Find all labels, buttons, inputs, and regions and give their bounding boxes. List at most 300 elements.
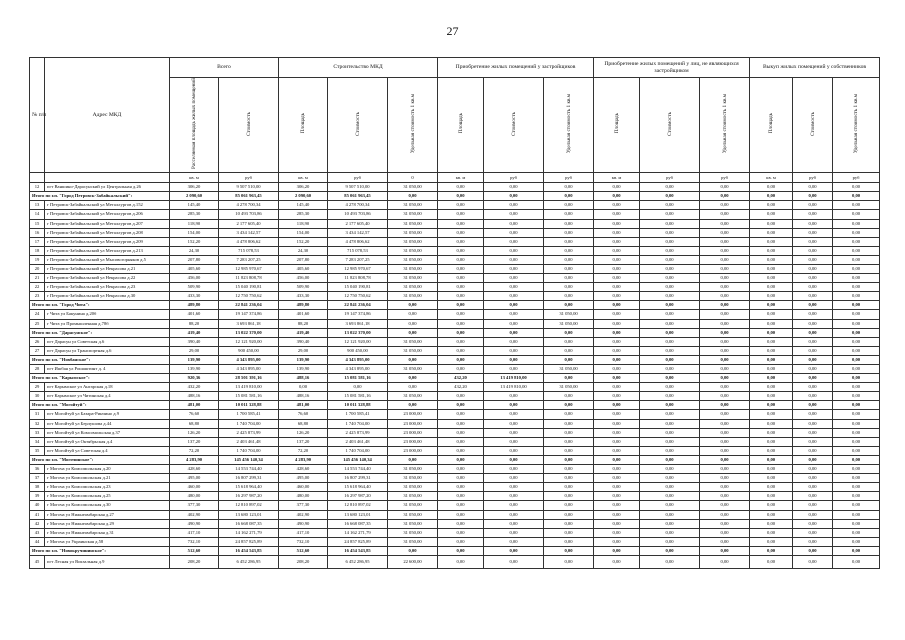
value-cell: 2 403 461,48 [219,437,279,446]
value-cell: 16 454 543,85 [219,546,279,555]
row-number: 22 [30,283,45,292]
value-cell: 0,00 [484,237,544,246]
value-cell: 0,00 [793,210,833,219]
value-cell: 0,00 [594,428,640,437]
value-cell: 0,00 [750,310,793,319]
value-cell: 0,00 [438,183,484,192]
value-cell: 0,00 [594,528,640,537]
value-cell: 0,00 [640,337,700,346]
row-number: 41 [30,510,45,519]
value-cell: 0,00 [750,519,793,528]
value-cell: 0,00 [793,492,833,501]
value-cell: 0,00 [484,183,544,192]
value-cell: 0,00 [484,292,544,301]
value-cell: 12 985 970,67 [328,264,388,273]
value-cell: 154,00 [170,228,219,237]
row-address: пгт Дарасун ул Транспортная д.6 [45,346,170,355]
table-row [30,410,880,419]
table-row [30,210,880,219]
value-cell: 0,00 [793,519,833,528]
value-cell: 0,00 [484,346,544,355]
units-cell [45,173,170,183]
value-cell: 24,30 [279,246,328,255]
value-cell: 9 507 510,00 [328,183,388,192]
value-cell: 0,00 [388,310,438,319]
value-cell: 377,30 [170,501,219,510]
value-cell: 0,00 [750,501,793,510]
value-cell: 85 061 963,45 [219,192,279,201]
value-cell: 0,00 [438,346,484,355]
units-cell: руб [640,173,700,183]
table-row [30,201,880,210]
value-cell: 0,00 [833,492,880,501]
value-cell: 0,00 [438,355,484,364]
value-cell: 0,00 [438,310,484,319]
row-number: 40 [30,501,45,510]
value-cell: 0,00 [279,383,328,392]
value-cell: 0,00 [388,401,438,410]
value-cell: 0,00 [594,274,640,283]
value-cell: 0,00 [438,401,484,410]
value-cell: 0,00 [640,246,700,255]
group-other-purchase: Приобретение жилых помещений у лиц, не являющихся застройщиком [594,58,750,78]
value-cell: 732,10 [170,537,219,546]
value-cell: 0,00 [594,501,640,510]
value-cell: 0,00 [750,437,793,446]
value-cell: 0,00 [750,210,793,219]
value-cell: 4 278 700,34 [219,201,279,210]
value-cell: 0,00 [750,283,793,292]
units-cell: 0 [388,173,438,183]
value-cell: 0,00 [700,255,750,264]
value-cell: 0,00 [700,274,750,283]
value-cell: 0,00 [833,419,880,428]
value-cell: 0,00 [793,255,833,264]
value-cell: 0,00 [388,319,438,328]
value-cell: 0,00 [594,337,640,346]
table-row [30,310,880,319]
value-cell: 31 050,00 [388,346,438,355]
value-cell: 0,00 [750,319,793,328]
value-cell: 4 478 806,62 [328,237,388,246]
value-cell: 23 000,00 [388,428,438,437]
value-cell: 0,00 [544,301,594,310]
value-cell: 145 456 140,34 [219,455,279,464]
value-cell: 0,00 [700,283,750,292]
value-cell: 208,20 [279,555,328,568]
table-row [30,237,880,246]
value-cell: 0,00 [700,501,750,510]
value-cell: 0,00 [544,228,594,237]
subheader-cell [793,78,833,173]
row-number: 13 [30,201,45,210]
value-cell: 0,00 [700,455,750,464]
value-cell: 0,00 [640,292,700,301]
value-cell: 0,00 [594,328,640,337]
row-address: г Петровск-Забайкальский ул Металлургов д.152 [45,201,170,210]
value-cell: 0,00 [328,383,388,392]
value-cell: 1 700 585,41 [219,410,279,419]
value-cell: 0,00 [640,510,700,519]
row-number: 44 [30,537,45,546]
value-cell: 0,00 [594,419,640,428]
value-cell: 0,00 [700,392,750,401]
value-cell: 126,20 [170,428,219,437]
value-cell: 0,00 [793,401,833,410]
value-cell: 495,00 [279,474,328,483]
value-cell: 0,00 [833,219,880,228]
value-cell: 0,00 [750,428,793,437]
value-cell: 0,00 [544,192,594,201]
value-cell: 12 750 750,62 [219,292,279,301]
value-cell: 0,00 [594,546,640,555]
value-cell: 0,00 [833,365,880,374]
row-number: 17 [30,237,45,246]
value-cell: 0,00 [544,292,594,301]
value-cell: 0,00 [544,410,594,419]
value-cell: 16 807 299,31 [328,474,388,483]
value-cell: 31 050,00 [388,537,438,546]
value-cell: 0,00 [484,419,544,428]
value-cell: 4 278 700,34 [328,201,388,210]
value-cell: 0,00 [640,428,700,437]
value-cell: 401,60 [170,310,219,319]
value-cell: 0,00 [750,537,793,546]
value-cell: 0,00 [793,465,833,474]
row-address: г Петровск-Забайкальский ул Металлургов д.213 [45,246,170,255]
value-cell: 0,00 [793,183,833,192]
value-cell: 390,40 [279,337,328,346]
subtotal-row [30,301,880,310]
table-row [30,519,880,528]
value-cell: 0,00 [438,519,484,528]
row-number: 24 [30,310,45,319]
value-cell: 509,90 [279,283,328,292]
subtotal-label: Итого по г.п. "Могойтуй": [30,401,170,410]
value-cell: 0,00 [833,501,880,510]
table-row [30,219,880,228]
value-cell: 0,00 [544,246,594,255]
value-cell: 118,90 [279,219,328,228]
value-cell: 0,00 [793,355,833,364]
value-cell: 4 478 806,62 [219,237,279,246]
table-row [30,392,880,401]
value-cell: 0,00 [594,465,640,474]
value-cell: 14 162 271,79 [219,528,279,537]
value-cell: 900 450,00 [328,346,388,355]
units-cell: руб [700,173,750,183]
table-row [30,228,880,237]
table-row [30,383,880,392]
value-cell: 1 700 585,41 [328,410,388,419]
value-cell: 23 000,00 [388,446,438,455]
value-cell: 1 740 704,00 [219,419,279,428]
value-cell: 15 081 581,16 [328,392,388,401]
value-cell: 72,20 [170,446,219,455]
value-cell: 0,00 [484,328,544,337]
value-cell: 0,00 [750,383,793,392]
value-cell: 0,00 [438,192,484,201]
value-cell: 0,00 [544,210,594,219]
value-cell: 0,00 [438,246,484,255]
value-cell: 0,00 [700,401,750,410]
value-cell: 16 297 987,20 [328,492,388,501]
value-cell: 0,00 [594,192,640,201]
value-cell: 0,00 [833,401,880,410]
subheader-cell [833,78,880,173]
row-address: г Могоча ул Нижнеамбарская д.29 [45,519,170,528]
value-cell: 11 823 808,78 [328,274,388,283]
value-cell: 152,20 [170,237,219,246]
value-cell: 0,00 [640,555,700,568]
value-cell: 0,00 [700,192,750,201]
value-cell: 0,00 [484,510,544,519]
value-cell: 0,00 [640,546,700,555]
value-cell: 0,00 [750,374,793,383]
value-cell: 0,00 [388,355,438,364]
value-cell: 0,00 [544,374,594,383]
value-cell: 0,00 [594,492,640,501]
value-cell: 0,00 [640,346,700,355]
value-cell: 0,00 [640,446,700,455]
value-cell: 490,90 [279,519,328,528]
value-cell: 0,00 [438,274,484,283]
value-cell: 31 050,00 [388,501,438,510]
table-row [30,501,880,510]
value-cell: 0,00 [793,501,833,510]
value-cell: 0,00 [833,383,880,392]
units-cell: кв. м [438,173,484,183]
value-cell: 2 177 605,40 [328,219,388,228]
row-number: 35 [30,446,45,455]
value-cell: 15 040 190,81 [219,283,279,292]
value-cell: 0,00 [484,437,544,446]
subheader-cell [328,78,388,173]
value-cell: 0,00 [484,337,544,346]
value-cell: 0,00 [594,383,640,392]
subheader-cell [170,78,219,173]
row-address: г Петровск-Забайкальский ул Металлургов д.208 [45,228,170,237]
value-cell: 31 050,00 [388,264,438,273]
units-cell: руб [328,173,388,183]
subheader-label: Удельная стоимость 1 кв.м [409,93,416,154]
row-number: 43 [30,528,45,537]
subheader-label: Площадь [457,113,464,134]
row-number: 15 [30,219,45,228]
value-cell: 1 740 704,00 [328,446,388,455]
value-cell: 0,00 [594,310,640,319]
value-cell: 456,00 [279,274,328,283]
value-cell: 0,00 [833,374,880,383]
value-cell: 0,00 [484,483,544,492]
value-cell: 0,00 [640,392,700,401]
value-cell: 31 050,00 [388,474,438,483]
value-cell: 11 823 808,78 [219,274,279,283]
subheader-label: Площадь [768,113,775,134]
value-cell: 0,00 [544,474,594,483]
table-row [30,483,880,492]
table-row [30,510,880,519]
value-cell: 0,00 [700,537,750,546]
value-cell: 22 841 236,04 [328,301,388,310]
value-cell: 0,00 [833,192,880,201]
value-cell: 377,30 [279,501,328,510]
table-row [30,283,880,292]
value-cell: 0,00 [833,283,880,292]
value-cell: 0,00 [594,374,640,383]
value-cell: 10 493 703,86 [328,210,388,219]
value-cell: 495,00 [170,474,219,483]
value-cell: 0,00 [750,337,793,346]
row-address: пгт Могойтуй ул Базара-Ринчино д.9 [45,410,170,419]
row-number: 20 [30,264,45,273]
value-cell: 0,00 [640,374,700,383]
value-cell: 0,00 [700,483,750,492]
row-address: г Чита ул Бакунина д.20б [45,310,170,319]
value-cell: 0,00 [544,428,594,437]
value-cell: 0,00 [700,337,750,346]
value-cell: 0,00 [438,483,484,492]
value-cell: 6 452 286,95 [219,555,279,568]
value-cell: 139,90 [170,355,219,364]
value-cell: 31 050,00 [388,274,438,283]
subtotal-row [30,374,880,383]
value-cell: 0,00 [750,301,793,310]
row-address: г Петровск-Забайкальский ул Некрасова д.21 [45,264,170,273]
value-cell: 0,00 [640,255,700,264]
row-number: 16 [30,228,45,237]
row-address: пгт Могойтуй ул Октябрьская д.4 [45,437,170,446]
value-cell: 0,00 [484,219,544,228]
value-cell: 0,00 [594,255,640,264]
value-cell: 0,00 [833,201,880,210]
value-cell: 0,00 [750,328,793,337]
value-cell: 0,00 [484,519,544,528]
value-cell: 0,00 [833,328,880,337]
row-address: г Могоча ул Нижнеамбарская д.31 [45,528,170,537]
value-cell: 13 022 370,00 [219,328,279,337]
value-cell: 0,00 [793,383,833,392]
value-cell: 139,90 [170,365,219,374]
value-cell: 31 050,00 [388,201,438,210]
value-cell: 0,00 [793,455,833,464]
value-cell: 0,00 [594,264,640,273]
value-cell: 0,00 [594,319,640,328]
units-cell: руб [484,173,544,183]
value-cell: 137,20 [279,437,328,446]
value-cell: 0,00 [484,492,544,501]
value-cell: 31 050,00 [388,183,438,192]
value-cell: 16 297 987,20 [219,492,279,501]
table-row [30,183,880,192]
value-cell: 7 283 207,25 [328,255,388,264]
subheader-cell [438,78,484,173]
value-cell: 0,00 [793,310,833,319]
value-cell: 137,20 [170,437,219,446]
value-cell: 3 693 861,18 [219,319,279,328]
value-cell: 0,00 [544,201,594,210]
value-cell: 85 061 963,45 [328,192,388,201]
value-cell: 0,00 [700,246,750,255]
row-address: г Могоча ул Комсомольская д.20 [45,465,170,474]
value-cell: 208,20 [170,555,219,568]
row-address: пгт Ваншино-Дарасунский ул Центральная д.26 [45,183,170,192]
value-cell: 489,80 [170,301,219,310]
value-cell: 0,00 [594,228,640,237]
subheader-cell [750,78,793,173]
value-cell: 0,00 [833,474,880,483]
value-cell: 0,00 [594,455,640,464]
value-cell: 31 050,00 [388,246,438,255]
value-cell: 0,00 [750,346,793,355]
row-address: г Могоча ул Комсомольская д.25 [45,492,170,501]
value-cell: 306,20 [170,183,219,192]
value-cell: 12 121 920,00 [328,337,388,346]
value-cell: 0,00 [833,555,880,568]
value-cell: 0,00 [793,483,833,492]
value-cell: 402,90 [170,510,219,519]
value-cell: 14 553 744,40 [328,465,388,474]
value-cell: 13 419 810,00 [219,383,279,392]
value-cell: 24 857 825,89 [328,537,388,546]
row-number: 31 [30,410,45,419]
subheader-cell [279,78,328,173]
value-cell: 1 740 704,00 [328,419,388,428]
value-cell: 402,90 [279,510,328,519]
value-cell: 13 680 123,01 [328,510,388,519]
value-cell: 401,60 [279,310,328,319]
value-cell: 0,00 [750,228,793,237]
value-cell: 0,00 [793,301,833,310]
value-cell: 31 050,00 [544,365,594,374]
table-row [30,437,880,446]
value-cell: 0,00 [544,355,594,364]
value-cell: 0,00 [438,228,484,237]
value-cell: 512,60 [279,546,328,555]
value-cell: 9 507 510,00 [219,183,279,192]
value-cell: 0,00 [833,346,880,355]
value-cell: 0,00 [793,510,833,519]
value-cell: 0,00 [700,292,750,301]
value-cell: 0,00 [833,310,880,319]
value-cell: 29,00 [170,346,219,355]
value-cell: 0,00 [438,301,484,310]
value-cell: 0,00 [484,474,544,483]
value-cell: 0,00 [833,519,880,528]
value-cell: 0,00 [700,183,750,192]
value-cell: 207,80 [279,255,328,264]
subtotal-row [30,455,880,464]
value-cell: 0,00 [640,274,700,283]
value-cell: 31 050,00 [388,237,438,246]
value-cell: 0,00 [793,537,833,546]
value-cell: 0,00 [544,392,594,401]
row-address: г Петровск-Забайкальский ул Металлургов д.206 [45,210,170,219]
value-cell: 0,00 [544,419,594,428]
table-row [30,365,880,374]
value-cell: 0,00 [438,319,484,328]
value-cell: 0,00 [793,292,833,301]
table-row [30,555,880,568]
value-cell: 0,00 [640,365,700,374]
value-cell: 0,00 [793,337,833,346]
value-cell: 405,60 [279,264,328,273]
units-cell: руб [219,173,279,183]
value-cell: 0,00 [544,437,594,446]
row-number: 23 [30,292,45,301]
value-cell: 12 750 750,62 [328,292,388,301]
value-cell: 4 343 895,00 [219,355,279,364]
